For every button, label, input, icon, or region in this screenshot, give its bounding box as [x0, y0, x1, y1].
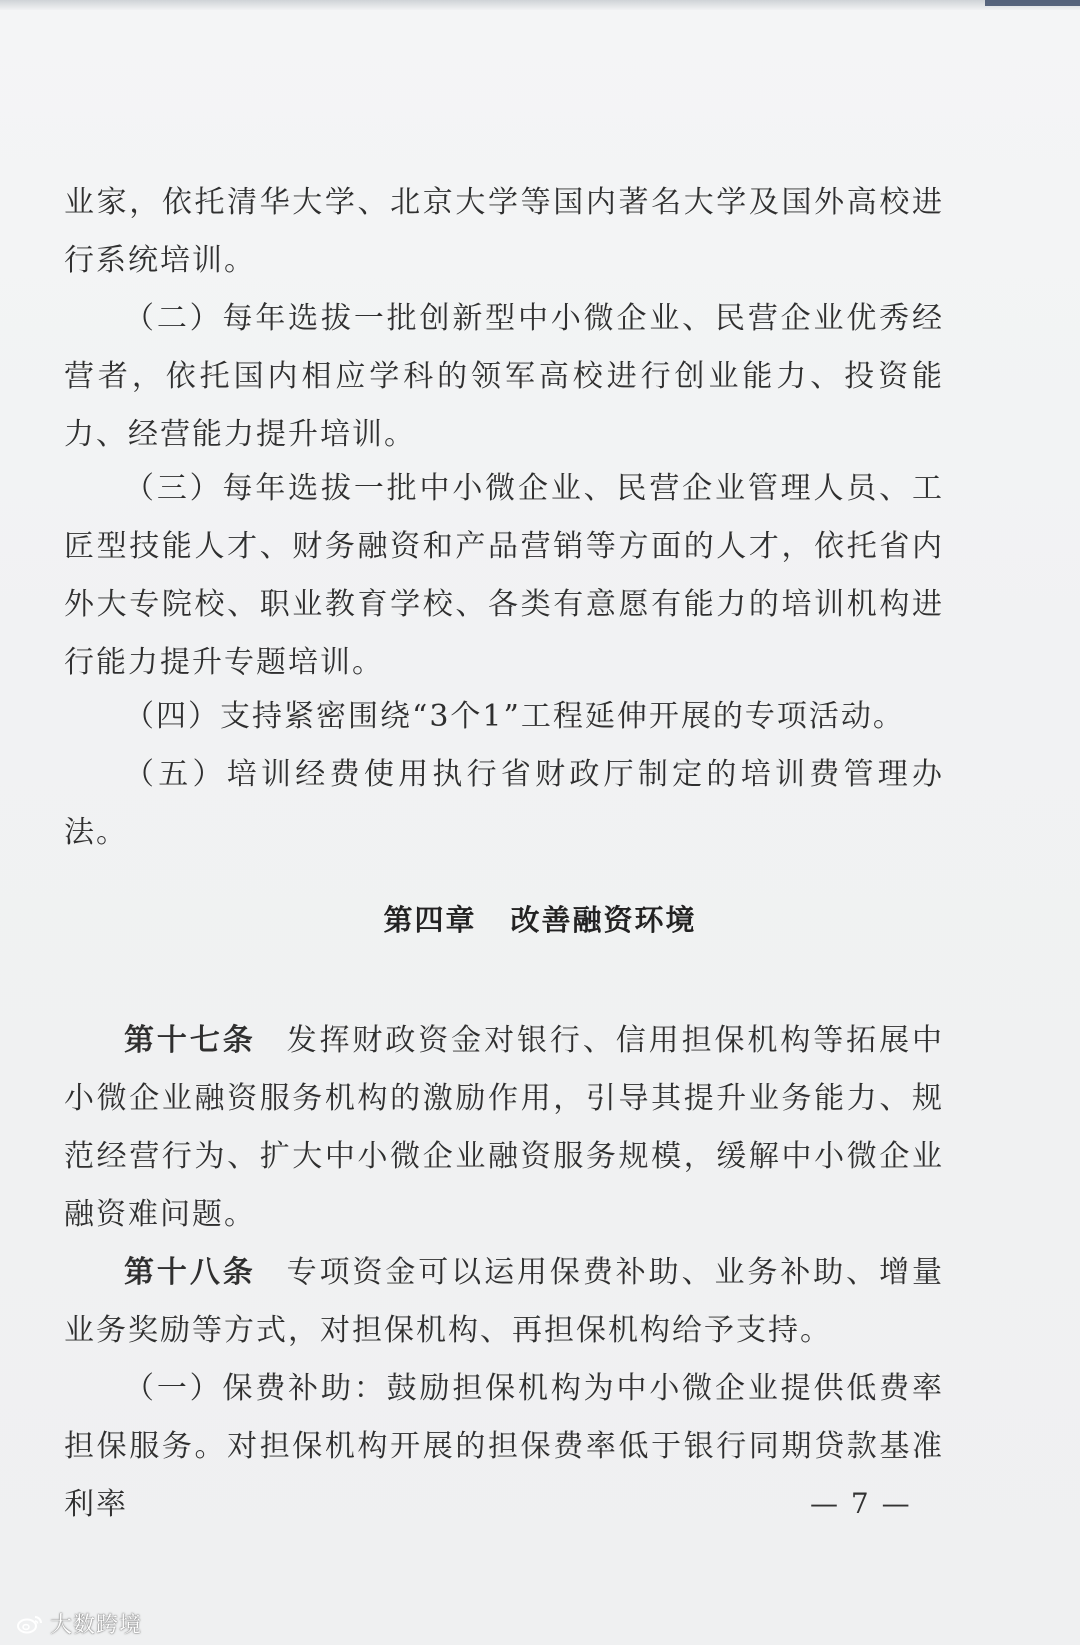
chapter-heading	[0, 898, 1080, 939]
article-17-label: 第十七条	[124, 1023, 256, 1058]
watermark	[16, 1608, 142, 1639]
paragraph-continuation: 业家，依托清华大学、北京大学等国内著名大学及国外高校进行系统培训。	[64, 185, 944, 278]
page-top-edge	[0, 0, 1080, 10]
article-18	[64, 1244, 944, 1360]
paragraph-item-2: （二）每年选拔一批创新型中小微企业、民营企业优秀经营者，依托国内相应学科的领军高校进行创业能力、投资能力、经营能力提升培训。	[64, 301, 944, 452]
chapter-title: 改善融资环境	[510, 903, 697, 937]
article-17-text: 发挥财政资金对银行、信用担保机构等拓展中小微企业融资服务机构的激励作用，引导其提升业务能力、规范经营行为、扩大中小微企业融资服务规模，缓解中小微企业融资难问题。	[64, 1023, 945, 1232]
article-18-text: 专项资金可以运用保费补助、业务补助、增量业务奖励等方式，对担保机构、再担保机构给予支持。	[64, 1255, 945, 1348]
paragraph-item-4: （四）支持紧密围绕“3个1”工程延伸开展的专项活动。	[124, 699, 905, 734]
paragraph-item-3: （三）每年选拔一批中小微企业、民营企业管理人员、工匠型技能人才、财务融资和产品营销等方面的人才，依托省内外大专院校、职业教育学校、各类有意愿有能力的培训机构进行能力提升专题培训。	[64, 471, 944, 680]
chapter-number: 第四章	[383, 903, 477, 937]
binding-mark	[985, 0, 1080, 6]
weibo-logo-icon	[16, 1613, 44, 1635]
watermark-text: 大数跨境	[50, 1613, 143, 1638]
paragraph-premium-subsidy: （一）保费补助：鼓励担保机构为中小微企业提供低费率担保服务。对担保机构开展的担保费率低于银行同期贷款基准利率	[64, 1371, 944, 1522]
paragraph-item-5: （五）培训经费使用执行省财政厅制定的培训费管理办法。	[64, 757, 944, 850]
article-17	[64, 1012, 944, 1244]
page-number: — 7 —	[810, 1487, 912, 1520]
article-18-label: 第十八条	[124, 1255, 256, 1290]
